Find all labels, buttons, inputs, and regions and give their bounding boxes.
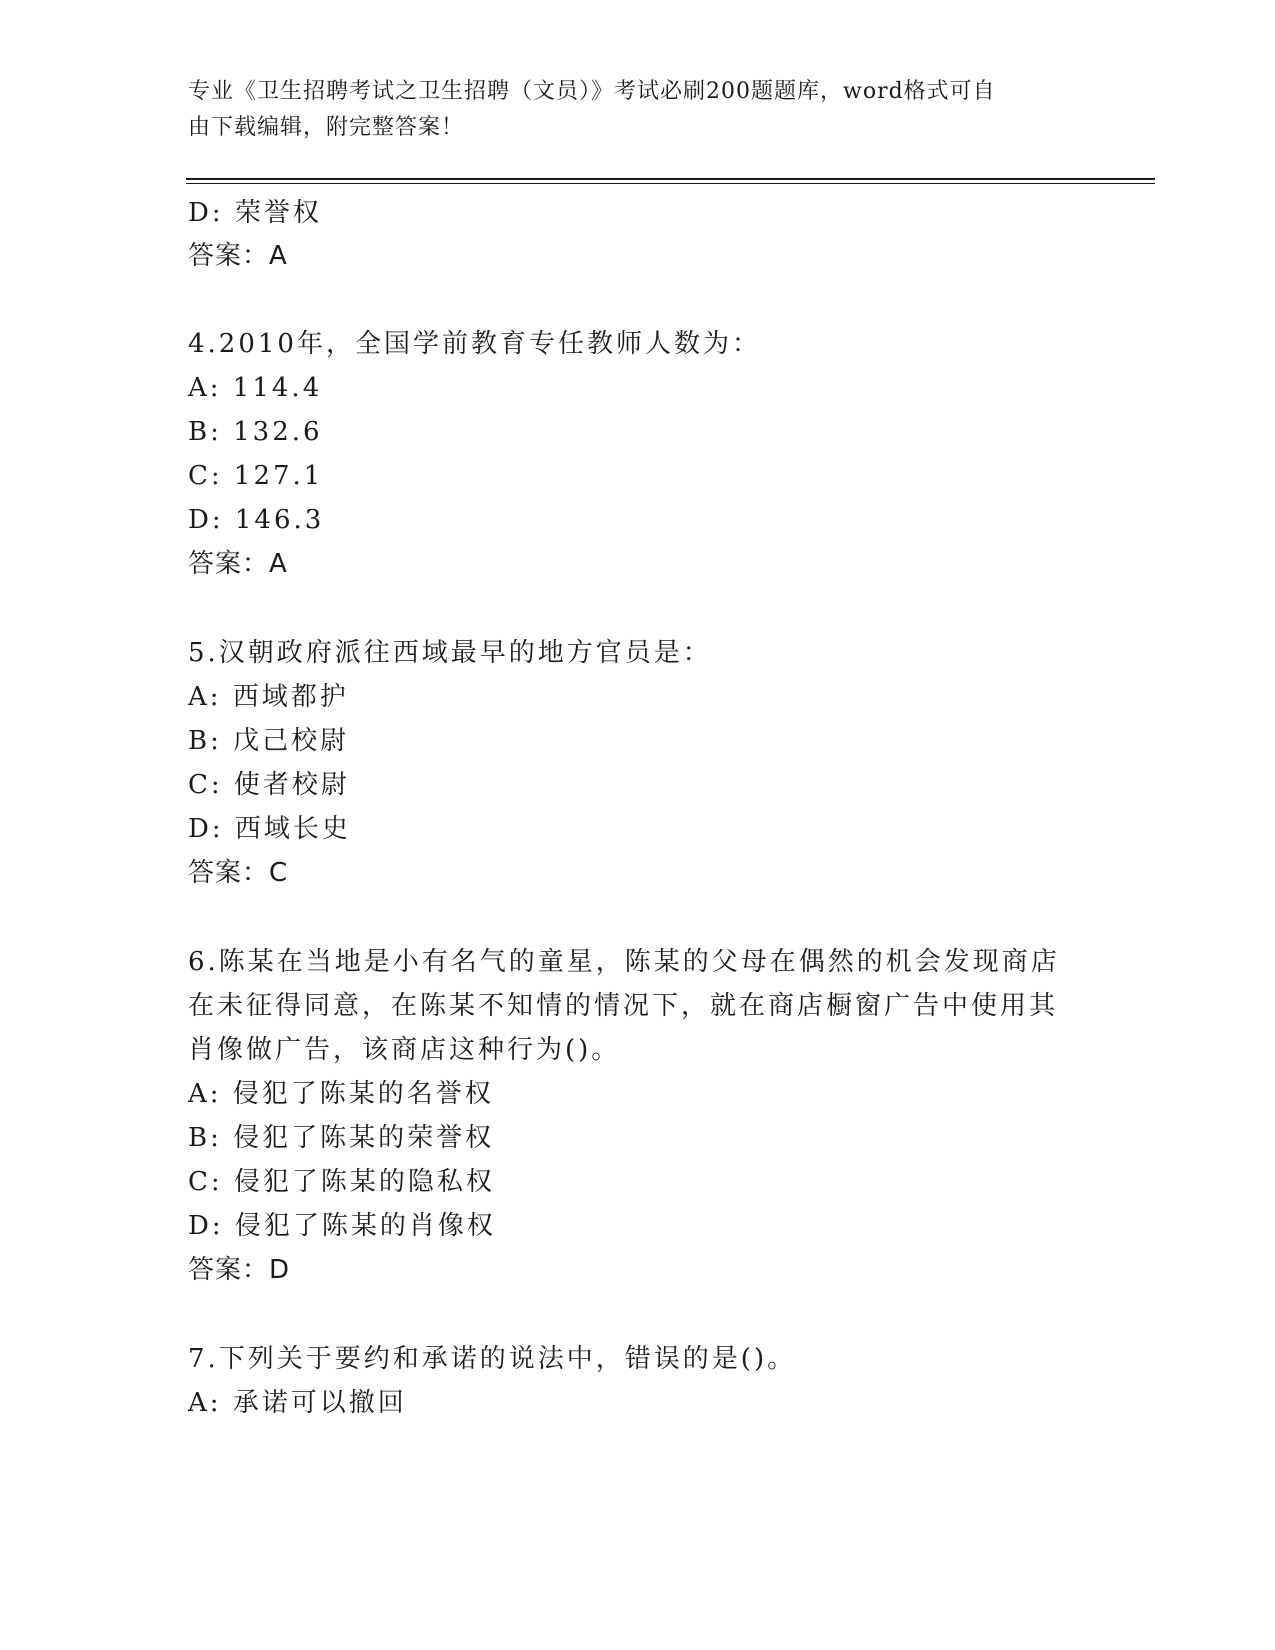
header-divider-thick [186,178,1155,180]
q4-option-a: A: 114.4 [188,373,323,403]
q4-option-d: D: 146.3 [188,505,325,535]
q3-answer: 答案：A [188,241,288,271]
q6-stem-line-3: 肖像做广告，该商店这种行为()。 [188,1035,621,1065]
q7-stem: 7.下列关于要约和承诺的说法中，错误的是()。 [188,1344,797,1374]
q5-option-b: B: 戊己校尉 [188,726,350,756]
q5-answer: 答案：C [188,858,289,888]
q5-option-d: D: 西域长史 [188,814,351,844]
q6-option-c: C: 侵犯了陈某的隐私权 [188,1167,495,1197]
q6-answer: 答案：D [188,1255,291,1285]
q5-option-a: A: 西域都护 [188,682,349,712]
q4-option-c: C: 127.1 [188,461,324,491]
header-line-1: 专业《卫生招聘考试之卫生招聘（文员）》考试必刷200题题库，word格式可自 [188,79,996,104]
page-header [188,74,1088,146]
q6-stem-line-2: 在未征得同意，在陈某不知情的情况下，就在商店橱窗广告中使用其 [188,991,1059,1021]
q3-option-d: D: 荣誉权 [188,198,322,228]
q5-option-c: C: 使者校尉 [188,770,350,800]
header-divider-thin [186,183,1155,184]
q6-option-d: D: 侵犯了陈某的肖像权 [188,1211,496,1241]
q6-option-a: A: 侵犯了陈某的名誉权 [188,1079,494,1109]
q7-option-a: A: 承诺可以撤回 [188,1388,407,1418]
q4-option-b: B: 132.6 [188,417,323,447]
q4-stem: 4.2010年，全国学前教育专任教师人数为： [188,329,761,359]
header-line-2: 由下载编辑，附完整答案！ [188,115,465,140]
q4-answer: 答案：A [188,549,288,579]
q5-stem: 5.汉朝政府派往西域最早的地方官员是： [188,638,712,668]
q6-option-b: B: 侵犯了陈某的荣誉权 [188,1123,495,1153]
q6-stem-line-1: 6.陈某在当地是小有名气的童星，陈某的父母在偶然的机会发现商店 [188,947,1060,977]
